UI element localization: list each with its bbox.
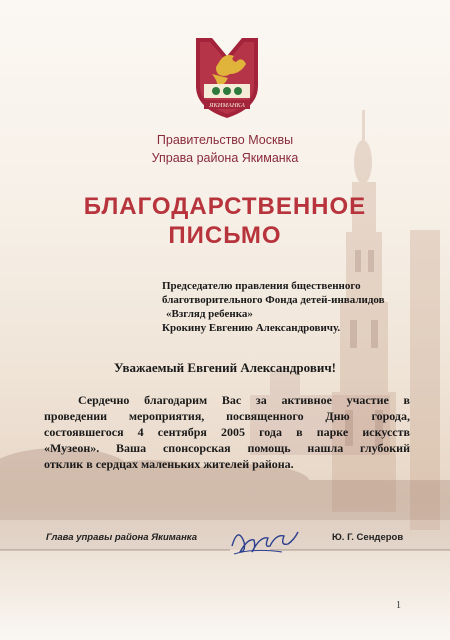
body-text-line: «Музеон». Ваша спонсорская помощь нашла глубокий	[44, 441, 410, 455]
addressee-line: благотворительного Фонда детей-инвалидов	[162, 294, 385, 306]
document-title-line2: ПИСЬМО	[168, 222, 282, 249]
district-emblem-icon	[190, 34, 264, 122]
addressee-line: Председателю правления бщественного	[162, 280, 361, 292]
greeting: Уважаемый Евгений Александрович!	[113, 360, 337, 375]
addressee-line: Крокину Евгению Александровичу.	[162, 322, 341, 334]
addressee-line: «Взгляд ребенка»	[166, 308, 253, 320]
district-administration-name: Управа района Якиманка	[151, 151, 299, 165]
page-number: 1	[396, 600, 401, 611]
emblem-text: ЯКИМАНКА	[209, 102, 245, 109]
handwritten-signature-icon	[224, 516, 304, 566]
government-name: Правительство Москвы	[156, 133, 294, 147]
signatory-position: Глава управы района Якиманка	[46, 532, 198, 543]
body-text-line: Сердечно благодарим Вас за активное участие в	[78, 393, 410, 407]
body-text-line: состоявшегося 4 сентября 2005 года в парке искусств	[44, 425, 410, 439]
body-text-line: проведении мероприятия, посвященного Дню города,	[44, 409, 410, 423]
signatory-name: Ю. Г. Сендеров	[332, 532, 404, 543]
document-title-line1: БЛАГОДАРСТВЕННОЕ	[83, 193, 367, 220]
body-text-line: отклик в сердцах маленьких жителей района.	[44, 457, 294, 471]
